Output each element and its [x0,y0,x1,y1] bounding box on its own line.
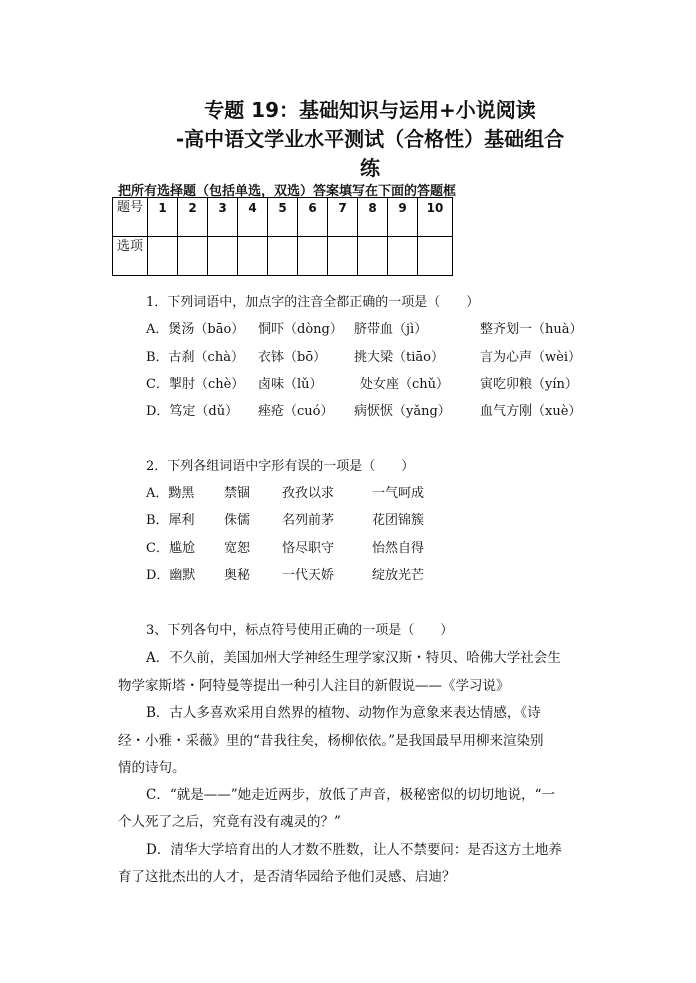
question-number-cell: 10 [418,198,453,237]
q3-option-a-line1: A．不久前，美国加州大学神经生理学家汉斯・特贝、哈佛大学社会生 [146,650,561,666]
q2-option-c-4: 怡然自得 [372,541,425,556]
question-number-cell: 4 [238,198,268,237]
q1-option-d-4: 血气方刚（xuè） [480,404,582,419]
q1-option-d-2: 痤疮（cuó） [258,404,334,419]
q1-option-b-3: 挑大梁（tiāo） [354,350,444,365]
q2-option-d-4: 绽放光芒 [372,568,425,583]
answer-cell[interactable] [268,237,298,276]
q3-option-b-line1: B．古人多喜欢采用自然界的植物、动物作为意象来表达情感，《诗 [146,705,541,721]
q1-option-c-4: 寅吃卯粮（yín） [480,377,578,392]
answer-cell[interactable] [238,237,268,276]
question-number-cell: 2 [178,198,208,237]
q2-option-a-3: 孜孜以求 [282,486,335,501]
answer-table-header-row [113,198,453,237]
answer-cell[interactable] [328,237,358,276]
q3-option-c-line1: C．“就是——”她走近两步，放低了声音，极秘密似的切切地说，“一 [146,787,556,803]
option-header: 选项 [113,237,148,276]
q2-option-d-3: 一代天娇 [282,568,335,583]
answer-cell[interactable] [148,237,178,276]
q2-option-b-4: 花团锦簇 [372,513,425,528]
answer-instruction: 把所有选择题（包括单选，双选）答案填写在下面的答题框 [118,184,457,199]
q1-option-d-1: D．笃定（dǔ） [146,404,239,419]
q2-option-a-4: 一气呵成 [372,486,425,501]
answer-cell[interactable] [418,237,453,276]
q2-stem: 2．下列各组词语中字形有误的一项是（ ） [146,459,415,474]
page-title-line1: 专题 19：基础知识与运用+小说阅读 [204,98,536,122]
q3-option-c-line2: 个人死了之后，究竟有没有魂灵的？” [118,814,341,830]
question-number-cell: 1 [148,198,178,237]
q3-stem: 3、下列各句中，标点符号使用正确的一项是（ ） [146,623,454,638]
q2-option-c-1: C．尴尬 [146,541,195,556]
question-number-header: 题号 [113,198,148,237]
q3-option-d-line2: 育了这批杰出的人才，是否清华园给予他们灵感、启迪？ [118,869,456,885]
question-number-cell: 5 [268,198,298,237]
q3-option-d-line1: D．清华大学培育出的人才数不胜数，让人不禁要问：是否这方土地养 [146,842,562,858]
q2-option-d-1: D．幽默 [146,568,196,583]
answer-table-option-row [113,237,453,276]
q2-option-a-2: 禁锢 [224,486,251,501]
page-title-line3: 练 [360,156,380,180]
question-number-cell: 8 [358,198,388,237]
answer-cell[interactable] [388,237,418,276]
q1-option-c-2: 卤味（lǔ） [258,377,323,392]
answer-table [112,197,453,276]
q1-option-c-3: 处女座（chǔ） [360,377,450,392]
q3-option-a-line2: 物学家斯塔・阿特曼等提出一种引人注目的新假说——《学习说》 [118,678,510,694]
answer-cell[interactable] [358,237,388,276]
answer-cell[interactable] [208,237,238,276]
q2-option-b-2: 侏儒 [224,513,251,528]
question-number-cell: 3 [208,198,238,237]
q2-option-a-1: A．黝黑 [146,486,195,501]
page-title-line2: -高中语文学业水平测试（合格性）基础组合 [175,127,565,151]
q1-option-c-1: C．掣肘（chè） [146,377,245,392]
q2-option-c-3: 恪尽职守 [282,541,335,556]
q3-option-b-line3: 情的诗句。 [118,760,186,776]
q3-option-b-line2: 经・小雅・采薇》里的“昔我往矣，杨柳依依。”是我国最早用柳来渲染别 [118,733,544,749]
question-number-cell: 6 [298,198,328,237]
q1-option-b-1: B．古刹（chà） [146,350,244,365]
q1-option-a-4: 整齐划一（huà） [480,322,583,337]
q1-option-b-2: 衣钵（bō） [258,350,327,365]
q1-option-d-3: 病恹恹（yǎng） [354,404,451,419]
q1-option-a-3: 脐带血（jì） [354,322,428,337]
q1-stem: 1．下列词语中，加点字的注音全都正确的一项是（ ） [146,295,480,310]
q2-option-c-2: 宽恕 [224,541,251,556]
answer-cell[interactable] [178,237,208,276]
question-number-cell: 7 [328,198,358,237]
q1-option-a-1: A．煲汤（bāo） [146,322,245,337]
q1-option-a-2: 恫吓（dòng） [258,322,343,337]
q2-option-b-1: B．犀利 [146,513,195,528]
q2-option-d-2: 奥秘 [224,568,251,583]
q1-option-b-4: 言为心声（wèi） [480,350,581,365]
question-number-cell: 9 [388,198,418,237]
answer-cell[interactable] [298,237,328,276]
q2-option-b-3: 名列前茅 [282,513,335,528]
